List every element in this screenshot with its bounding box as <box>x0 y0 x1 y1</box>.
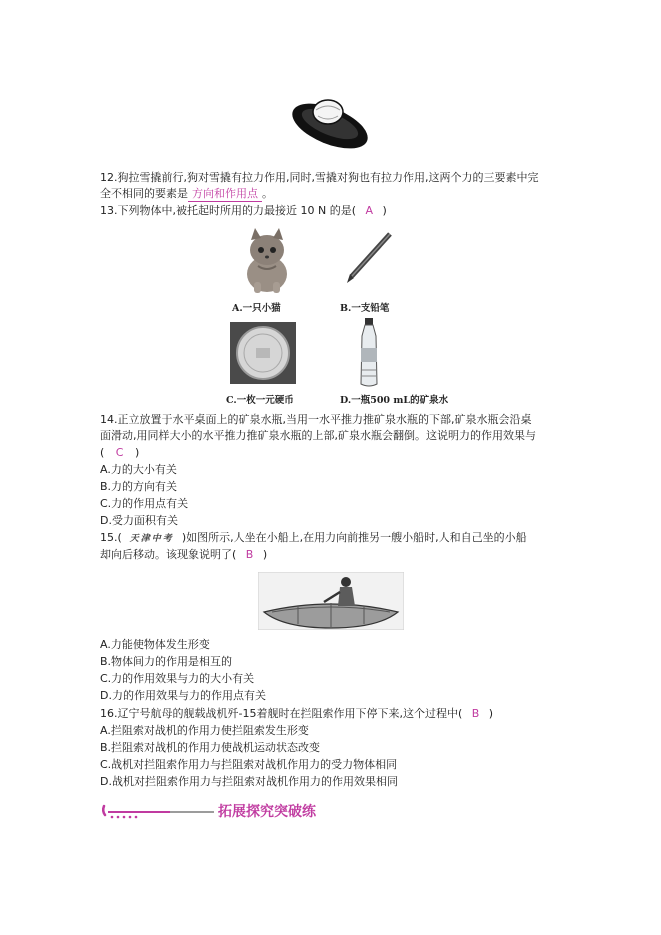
q15-option-a: A.力能使物体发生形变 <box>100 638 210 651</box>
q14-answer-line <box>100 445 139 461</box>
q13-option-d: D.一瓶500 mL的矿泉水 <box>340 395 449 406</box>
q14-open: ( <box>100 446 105 459</box>
q12-line-1: 12.狗拉雪撬前行,狗对雪撬有拉力作用,同时,雪撬对狗也有拉力作用,这两个力的三要素中完 <box>100 171 539 184</box>
q14-option-d: D.受力面积有关 <box>100 514 178 527</box>
kitten-image <box>238 226 296 294</box>
q12-line-2-pre: 全不相同的要素是 <box>100 187 188 200</box>
q13-option-a: A.一只小猫 <box>232 303 281 314</box>
q14-option-c: C.力的作用点有关 <box>100 497 189 510</box>
q15-option-c: C.力的作用效果与力的大小有关 <box>100 672 255 685</box>
water-bottle-image <box>356 318 382 388</box>
q12-line-2 <box>100 186 273 202</box>
q15-source-stamp: 天津中考 <box>129 534 174 544</box>
q14-option-a: A.力的大小有关 <box>100 463 177 476</box>
q14-option-b: B.力的方向有关 <box>100 480 178 493</box>
q16-answer: B <box>471 707 480 720</box>
q15-answer: B <box>245 548 254 561</box>
sled-figure <box>288 88 372 156</box>
q16-close: ) <box>488 707 494 720</box>
q15-close: ) <box>262 548 268 561</box>
q13-stem: 13.下列物体中,被托起时所用的力最接近 10 N 的是( <box>100 204 356 217</box>
q13-answer: A <box>365 204 374 217</box>
q15-option-d: D.力的作用效果与力的作用点有关 <box>100 689 266 702</box>
q13-option-b: B.一支铅笔 <box>340 303 390 314</box>
coin-image <box>230 322 296 384</box>
q15-line-1-post: )如图所示,人坐在小船上,在用力向前推另一艘小船时,人和自己坐的小船 <box>181 531 527 544</box>
q15-option-b: B.物体间力的作用是相互的 <box>100 655 233 668</box>
section-title: 拓展探究突破练 <box>218 804 316 820</box>
q16-option-d: D.战机对拦阻索作用力与拦阻索对战机作用力的作用效果相同 <box>100 775 398 788</box>
q14-close: ) <box>134 446 140 459</box>
q16-option-b: B.拦阻索对战机的作用力使战机运动状态改变 <box>100 741 321 754</box>
boats-figure <box>258 572 404 630</box>
q15-line-1 <box>100 530 527 547</box>
q12-answer: 方向和作用点 <box>188 187 262 202</box>
q15-line-2 <box>100 547 267 563</box>
q12-line-2-post: 。 <box>262 187 273 200</box>
q16-option-c: C.战机对拦阻索作用力与拦阻索对战机作用力的受力物体相同 <box>100 758 398 771</box>
q16-stem: 16.辽宁号航母的舰载战机歼-15着舰时在拦阻索作用下停下来,这个过程中( <box>100 707 463 720</box>
q15-line-2-text: 却向后移动。该现象说明了( <box>100 548 237 561</box>
q14-line-1: 14.正立放置于水平桌面上的矿泉水瓶,当用一水平推力推矿泉水瓶的下部,矿泉水瓶会沿桌 <box>100 413 532 426</box>
q15-prefix: 15.( <box>100 531 122 544</box>
q13-close: ) <box>382 204 387 217</box>
q16-stem-line <box>100 706 493 722</box>
q13-stem-line <box>100 203 387 219</box>
pencil-image <box>342 230 396 286</box>
q14-answer: C <box>115 446 124 459</box>
section-decoration-icon <box>100 800 216 822</box>
q16-option-a: A.拦阻索对战机的作用力使拦阻索发生形变 <box>100 724 309 737</box>
q13-option-c: C.一枚一元硬币 <box>226 395 294 406</box>
q14-line-2: 面滑动,用同样大小的水平推力推矿泉水瓶的上部,矿泉水瓶会翻倒。这说明力的作用效果与 <box>100 429 536 442</box>
